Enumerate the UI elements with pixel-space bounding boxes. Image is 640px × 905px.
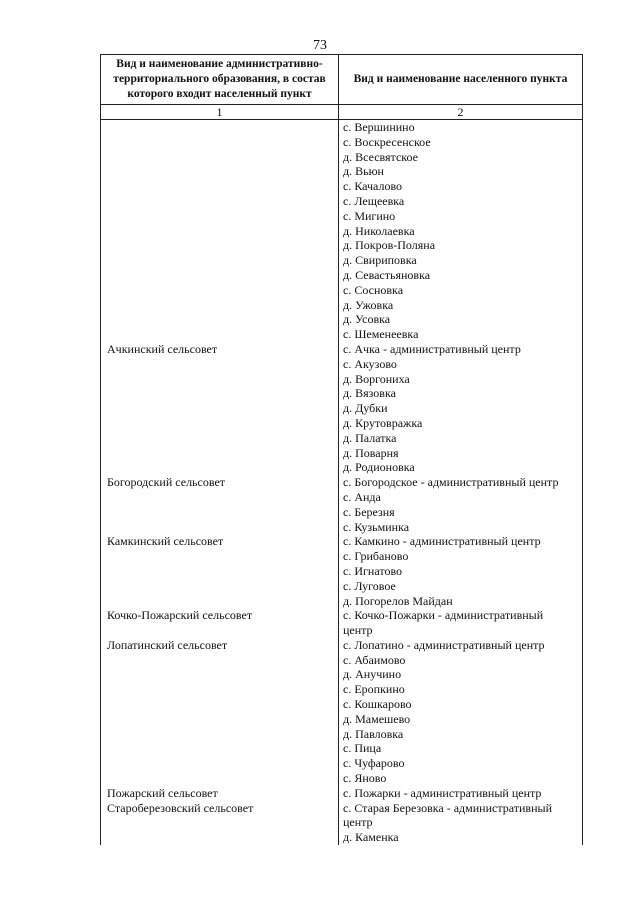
settlement-cell: д. Вьюн (339, 164, 583, 179)
table-row (101, 815, 583, 830)
settlement-cell: с. Лопатино - административный центр (339, 638, 583, 653)
settlement-cell: д. Воргониха (339, 372, 583, 387)
settlement-cell: д. Крутовражка (339, 416, 583, 431)
table-row (101, 801, 583, 816)
table-row (101, 727, 583, 742)
settlement-cell: д. Ужовка (339, 298, 583, 313)
column-number-2: 2 (339, 105, 583, 120)
admin-unit-cell (101, 564, 339, 579)
admin-unit-cell: Лопатинский сельсовет (101, 638, 339, 653)
settlement-cell: с. Чуфарово (339, 756, 583, 771)
settlements-table (100, 54, 583, 845)
settlement-cell: с. Пица (339, 741, 583, 756)
table-row (101, 386, 583, 401)
table-row (101, 697, 583, 712)
admin-unit-cell (101, 357, 339, 372)
table-row (101, 416, 583, 431)
admin-unit-cell: Кочко-Пожарский сельсовет (101, 608, 339, 623)
settlement-cell: с. Кузьминка (339, 520, 583, 535)
table-row (101, 209, 583, 224)
settlement-cell: с. Ачка - административный центр (339, 342, 583, 357)
admin-unit-cell: Пожарский сельсовет (101, 786, 339, 801)
settlement-cell: д. Покров-Поляна (339, 238, 583, 253)
settlement-cell: с. Старая Березовка - административный (339, 801, 583, 816)
table-row (101, 756, 583, 771)
table-row (101, 594, 583, 609)
settlement-cell: с. Сосновка (339, 283, 583, 298)
table-row (101, 150, 583, 165)
column-number-1: 1 (101, 105, 339, 120)
settlement-cell: д. Севастьяновка (339, 268, 583, 283)
page-number: 73 (313, 38, 327, 53)
table-body (101, 120, 583, 846)
settlement-cell: д. Палатка (339, 431, 583, 446)
settlement-cell: с. Качалово (339, 179, 583, 194)
settlement-cell: д. Свириповка (339, 253, 583, 268)
settlement-cell: д. Анучино (339, 667, 583, 682)
admin-unit-cell (101, 830, 339, 845)
admin-unit-cell (101, 238, 339, 253)
settlement-cell: с. Воскресенское (339, 135, 583, 150)
table-row (101, 608, 583, 623)
table-row (101, 786, 583, 801)
table-row (101, 357, 583, 372)
admin-unit-cell (101, 194, 339, 209)
settlement-cell: с. Абаимово (339, 653, 583, 668)
settlement-cell: с. Пожарки - административный центр (339, 786, 583, 801)
table-row (101, 490, 583, 505)
admin-unit-cell (101, 224, 339, 239)
admin-unit-cell: Камкинский сельсовет (101, 534, 339, 549)
settlement-cell: с. Анда (339, 490, 583, 505)
admin-unit-cell (101, 268, 339, 283)
settlement-cell: д. Каменка (339, 830, 583, 845)
admin-unit-cell (101, 505, 339, 520)
settlement-cell: с. Луговое (339, 579, 583, 594)
table-header (101, 55, 583, 120)
settlement-cell: д. Дубки (339, 401, 583, 416)
admin-unit-cell (101, 682, 339, 697)
table-row (101, 179, 583, 194)
settlement-cell: д. Всесвятское (339, 150, 583, 165)
admin-unit-cell (101, 756, 339, 771)
admin-unit-cell (101, 120, 339, 135)
table-row (101, 312, 583, 327)
settlement-cell: с. Березня (339, 505, 583, 520)
settlement-cell: с. Вершинино (339, 120, 583, 135)
settlement-cell: д. Павловка (339, 727, 583, 742)
settlement-cell: с. Кошкарово (339, 697, 583, 712)
admin-unit-cell (101, 209, 339, 224)
admin-unit-cell (101, 667, 339, 682)
table-row (101, 475, 583, 490)
admin-unit-cell (101, 712, 339, 727)
admin-unit-cell (101, 327, 339, 342)
settlement-cell: с. Богородское - административный центр (339, 475, 583, 490)
settlement-cell: центр (339, 815, 583, 830)
admin-unit-cell (101, 401, 339, 416)
admin-unit-cell (101, 150, 339, 165)
table-row (101, 268, 583, 283)
admin-unit-cell (101, 416, 339, 431)
admin-unit-cell (101, 815, 339, 830)
admin-unit-cell (101, 253, 339, 268)
admin-unit-cell (101, 653, 339, 668)
settlement-cell: с. Еропкино (339, 682, 583, 697)
admin-unit-cell (101, 771, 339, 786)
header-settlement: Вид и наименование населенного пункта (339, 55, 583, 105)
admin-unit-cell (101, 697, 339, 712)
table-row (101, 520, 583, 535)
table-row (101, 549, 583, 564)
admin-unit-cell (101, 520, 339, 535)
settlement-cell: д. Родионовка (339, 460, 583, 475)
settlement-cell: с. Лещеевка (339, 194, 583, 209)
admin-unit-cell (101, 490, 339, 505)
table-row (101, 460, 583, 475)
admin-unit-cell (101, 623, 339, 638)
table-row (101, 253, 583, 268)
table-row (101, 653, 583, 668)
admin-unit-cell (101, 579, 339, 594)
table-row (101, 372, 583, 387)
admin-unit-cell (101, 386, 339, 401)
settlement-cell: д. Усовка (339, 312, 583, 327)
admin-unit-cell: Ачкинский сельсовет (101, 342, 339, 357)
admin-unit-cell (101, 179, 339, 194)
admin-unit-cell (101, 431, 339, 446)
header-admin-unit: Вид и наименование административно-территориального образования, в состав которого входит населенный пункт (101, 55, 339, 105)
table-row (101, 164, 583, 179)
settlement-cell: с. Кочко-Пожарки - административный (339, 608, 583, 623)
settlement-cell: с. Шеменеевка (339, 327, 583, 342)
table-row (101, 224, 583, 239)
table-row (101, 771, 583, 786)
admin-unit-cell (101, 298, 339, 313)
table-row (101, 712, 583, 727)
admin-unit-cell (101, 312, 339, 327)
table-row (101, 830, 583, 845)
settlement-cell: д. Мамешево (339, 712, 583, 727)
table-row (101, 283, 583, 298)
settlement-cell: д. Николаевка (339, 224, 583, 239)
table-row (101, 194, 583, 209)
admin-unit-cell (101, 135, 339, 150)
settlement-cell: д. Погорелов Майдан (339, 594, 583, 609)
admin-unit-cell (101, 727, 339, 742)
settlement-cell: с. Игнатово (339, 564, 583, 579)
table-row (101, 579, 583, 594)
admin-unit-cell (101, 549, 339, 564)
table-row (101, 135, 583, 150)
settlement-cell: с. Яново (339, 771, 583, 786)
table-row (101, 327, 583, 342)
table-row (101, 623, 583, 638)
settlement-cell: центр (339, 623, 583, 638)
settlement-cell: с. Мигино (339, 209, 583, 224)
admin-unit-cell: Богородский сельсовет (101, 475, 339, 490)
table-row (101, 238, 583, 253)
admin-unit-cell (101, 372, 339, 387)
table-row (101, 505, 583, 520)
table-row (101, 298, 583, 313)
table-row (101, 638, 583, 653)
settlement-cell: д. Поварня (339, 446, 583, 461)
table-row (101, 682, 583, 697)
admin-unit-cell (101, 283, 339, 298)
admin-unit-cell (101, 446, 339, 461)
table-row (101, 342, 583, 357)
admin-unit-cell (101, 164, 339, 179)
table-row (101, 120, 583, 135)
table-row (101, 431, 583, 446)
table-row (101, 741, 583, 756)
table-row (101, 446, 583, 461)
admin-unit-cell: Староберезовский сельсовет (101, 801, 339, 816)
table-row (101, 401, 583, 416)
table-row (101, 564, 583, 579)
table-row (101, 534, 583, 549)
admin-unit-cell (101, 741, 339, 756)
settlement-cell: с. Камкино - административный центр (339, 534, 583, 549)
settlement-cell: с. Грибаново (339, 549, 583, 564)
admin-unit-cell (101, 460, 339, 475)
admin-unit-cell (101, 594, 339, 609)
settlement-cell: д. Вязовка (339, 386, 583, 401)
settlement-cell: с. Акузово (339, 357, 583, 372)
table-row (101, 667, 583, 682)
